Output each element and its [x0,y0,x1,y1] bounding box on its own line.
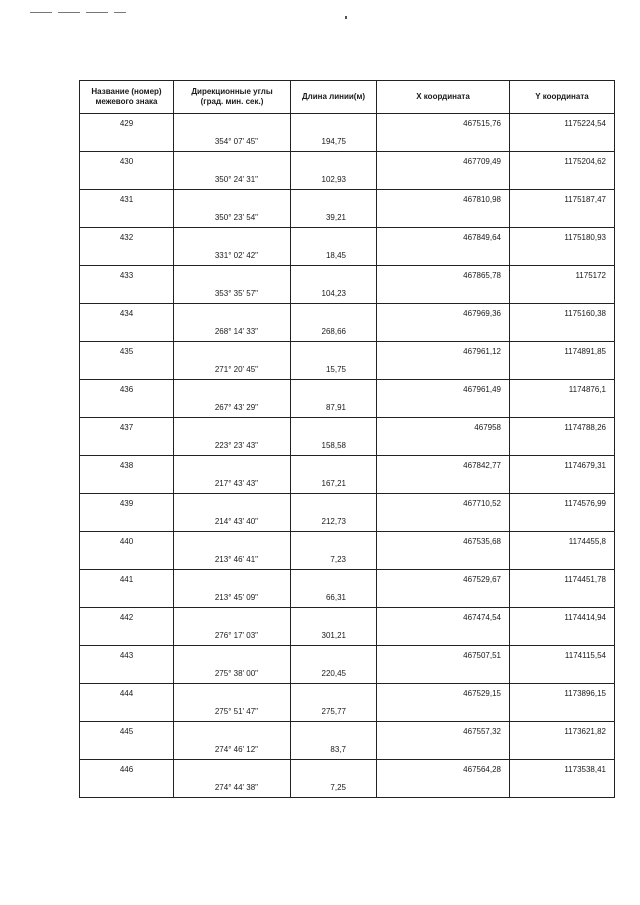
point-name-cell [80,133,174,152]
point-name-cell: 438 [80,456,174,475]
angle-cell [174,456,291,475]
y-coordinate-cell [510,627,615,646]
length-cell [291,608,377,627]
length-cell [291,342,377,361]
point-name-cell: 440 [80,532,174,551]
angle-cell: 217° 43' 43" [174,475,291,494]
y-coordinate-cell [510,247,615,266]
y-coordinate-cell [510,133,615,152]
x-coordinate-cell: 467961,12 [377,342,510,361]
angle-cell [174,190,291,209]
x-coordinate-cell [377,323,510,342]
point-name-cell: 429 [80,114,174,133]
y-coordinate-cell [510,589,615,608]
angle-cell [174,760,291,779]
header-direction-angle: Дирекционные углы (град. мин. сек.) [174,81,291,114]
x-coordinate-cell [377,361,510,380]
y-coordinate-cell: 1174679,31 [510,456,615,475]
x-coordinate-cell: 467958 [377,418,510,437]
y-coordinate-cell: 1174115,54 [510,646,615,665]
angle-cell: 214° 43' 40" [174,513,291,532]
boundary-segment-row [80,133,615,152]
x-coordinate-cell [377,741,510,760]
boundary-point-row [80,570,615,589]
length-cell: 268,66 [291,323,377,342]
boundary-segment-row [80,589,615,608]
length-cell: 66,31 [291,589,377,608]
x-coordinate-cell: 467842,77 [377,456,510,475]
boundary-segment-row [80,437,615,456]
header-row [80,81,615,114]
boundary-point-row [80,152,615,171]
y-coordinate-cell [510,475,615,494]
boundary-segment-row [80,627,615,646]
point-name-cell: 444 [80,684,174,703]
angle-cell [174,722,291,741]
x-coordinate-cell [377,551,510,570]
length-cell [291,190,377,209]
header-point-name: Название (номер) межевого знака [80,81,174,114]
length-cell [291,456,377,475]
length-cell [291,722,377,741]
angle-cell [174,418,291,437]
boundary-segment-row [80,209,615,228]
x-coordinate-cell [377,627,510,646]
boundary-segment-row [80,665,615,684]
x-coordinate-cell [377,589,510,608]
boundary-point-row [80,228,615,247]
x-coordinate-cell: 467529,67 [377,570,510,589]
y-coordinate-cell: 1174576,99 [510,494,615,513]
angle-cell [174,380,291,399]
length-cell: 15,75 [291,361,377,380]
point-name-cell: 445 [80,722,174,741]
length-cell [291,760,377,779]
y-coordinate-cell: 1175204,62 [510,152,615,171]
length-cell [291,228,377,247]
point-name-cell: 432 [80,228,174,247]
length-cell: 194,75 [291,133,377,152]
y-coordinate-cell: 1175160,38 [510,304,615,323]
length-cell [291,684,377,703]
angle-cell [174,152,291,171]
x-coordinate-cell: 467849,64 [377,228,510,247]
length-cell [291,152,377,171]
length-cell: 212,73 [291,513,377,532]
angle-cell: 276° 17' 03" [174,627,291,646]
x-coordinate-cell [377,133,510,152]
angle-cell: 274° 44' 38" [174,779,291,798]
scan-artifact-line [30,12,126,13]
y-coordinate-cell: 1174891,85 [510,342,615,361]
header-x-coordinate: X координата [377,81,510,114]
length-cell: 104,23 [291,285,377,304]
angle-cell [174,342,291,361]
x-coordinate-cell: 467710,52 [377,494,510,513]
angle-cell: 213° 45' 09" [174,589,291,608]
boundary-point-row [80,532,615,551]
point-name-cell [80,399,174,418]
y-coordinate-cell: 1175180,93 [510,228,615,247]
point-name-cell [80,361,174,380]
boundary-segment-row [80,361,615,380]
y-coordinate-cell [510,551,615,570]
length-cell [291,532,377,551]
boundary-point-row [80,418,615,437]
y-coordinate-cell [510,209,615,228]
y-coordinate-cell [510,513,615,532]
point-name-cell [80,437,174,456]
angle-cell [174,646,291,665]
point-name-cell [80,209,174,228]
length-cell: 39,21 [291,209,377,228]
x-coordinate-cell: 467535,68 [377,532,510,551]
x-coordinate-cell: 467529,15 [377,684,510,703]
length-cell [291,494,377,513]
boundary-segment-row [80,247,615,266]
length-cell: 167,21 [291,475,377,494]
length-cell: 102,93 [291,171,377,190]
boundary-segment-row [80,475,615,494]
length-cell: 18,45 [291,247,377,266]
boundary-point-row [80,608,615,627]
x-coordinate-cell: 467474,54 [377,608,510,627]
boundary-point-row [80,190,615,209]
y-coordinate-cell [510,171,615,190]
angle-cell [174,266,291,285]
point-name-cell [80,551,174,570]
boundary-segment-row [80,741,615,760]
point-name-cell: 442 [80,608,174,627]
point-name-cell [80,171,174,190]
boundary-point-row [80,760,615,779]
point-name-cell: 434 [80,304,174,323]
boundary-segment-row [80,703,615,722]
boundary-segment-row [80,399,615,418]
y-coordinate-cell: 1174455,8 [510,532,615,551]
point-name-cell: 437 [80,418,174,437]
boundary-coordinates-table [79,80,615,798]
angle-cell [174,228,291,247]
y-coordinate-cell [510,437,615,456]
x-coordinate-cell: 467865,78 [377,266,510,285]
y-coordinate-cell [510,741,615,760]
boundary-point-row [80,722,615,741]
point-name-cell [80,665,174,684]
angle-cell: 274° 46' 12" [174,741,291,760]
x-coordinate-cell: 467969,36 [377,304,510,323]
x-coordinate-cell: 467507,51 [377,646,510,665]
scan-artifact-speck [345,16,347,19]
y-coordinate-cell [510,703,615,722]
y-coordinate-cell: 1173896,15 [510,684,615,703]
y-coordinate-cell: 1173538,41 [510,760,615,779]
point-name-cell [80,323,174,342]
length-cell [291,646,377,665]
boundary-point-row [80,304,615,323]
y-coordinate-cell: 1175224,54 [510,114,615,133]
point-name-cell [80,247,174,266]
angle-cell: 213° 46' 41" [174,551,291,570]
boundary-point-row [80,380,615,399]
angle-cell: 275° 38' 00" [174,665,291,684]
point-name-cell [80,703,174,722]
point-name-cell [80,779,174,798]
angle-cell: 275° 51' 47" [174,703,291,722]
length-cell [291,380,377,399]
x-coordinate-cell [377,285,510,304]
length-cell [291,304,377,323]
angle-cell [174,532,291,551]
x-coordinate-cell: 467961,49 [377,380,510,399]
angle-cell [174,494,291,513]
point-name-cell [80,589,174,608]
length-cell: 220,45 [291,665,377,684]
boundary-point-row [80,342,615,361]
x-coordinate-cell [377,475,510,494]
angle-cell [174,114,291,133]
y-coordinate-cell [510,665,615,684]
point-name-cell: 430 [80,152,174,171]
y-coordinate-cell: 1174451,78 [510,570,615,589]
boundary-segment-row [80,513,615,532]
point-name-cell [80,627,174,646]
point-name-cell [80,513,174,532]
point-name-cell [80,285,174,304]
x-coordinate-cell [377,171,510,190]
boundary-point-row [80,456,615,475]
angle-cell: 353° 35' 57" [174,285,291,304]
table-header [80,81,615,114]
angle-cell: 350° 23' 54" [174,209,291,228]
angle-cell: 350° 24' 31" [174,171,291,190]
point-name-cell: 435 [80,342,174,361]
x-coordinate-cell: 467564,28 [377,760,510,779]
y-coordinate-cell [510,399,615,418]
length-cell: 7,25 [291,779,377,798]
angle-cell [174,608,291,627]
point-name-cell: 441 [80,570,174,589]
x-coordinate-cell: 467810,98 [377,190,510,209]
x-coordinate-cell: 467709,49 [377,152,510,171]
length-cell: 158,58 [291,437,377,456]
x-coordinate-cell [377,703,510,722]
y-coordinate-cell: 1174788,26 [510,418,615,437]
table-body [80,114,615,798]
boundary-point-row [80,114,615,133]
angle-cell [174,304,291,323]
angle-cell [174,570,291,589]
point-name-cell [80,741,174,760]
header-y-coordinate: Y координата [510,81,615,114]
length-cell: 275,77 [291,703,377,722]
point-name-cell: 446 [80,760,174,779]
x-coordinate-cell [377,437,510,456]
y-coordinate-cell [510,779,615,798]
y-coordinate-cell: 1173621,82 [510,722,615,741]
point-name-cell: 443 [80,646,174,665]
x-coordinate-cell [377,665,510,684]
point-name-cell: 431 [80,190,174,209]
x-coordinate-cell [377,513,510,532]
length-cell [291,570,377,589]
angle-cell: 267° 43' 29" [174,399,291,418]
angle-cell: 271° 20' 45" [174,361,291,380]
angle-cell: 268° 14' 33" [174,323,291,342]
y-coordinate-cell: 1174414,94 [510,608,615,627]
boundary-segment-row [80,171,615,190]
boundary-segment-row [80,551,615,570]
boundary-segment-row [80,779,615,798]
y-coordinate-cell: 1175187,47 [510,190,615,209]
header-line-length: Длина линии(м) [291,81,377,114]
y-coordinate-cell: 1174876,1 [510,380,615,399]
y-coordinate-cell [510,323,615,342]
x-coordinate-cell [377,779,510,798]
angle-cell [174,684,291,703]
length-cell: 7,23 [291,551,377,570]
point-name-cell: 433 [80,266,174,285]
x-coordinate-cell: 467557,32 [377,722,510,741]
length-cell: 87,91 [291,399,377,418]
x-coordinate-cell [377,209,510,228]
boundary-point-row [80,266,615,285]
angle-cell: 331° 02' 42" [174,247,291,266]
x-coordinate-cell: 467515,76 [377,114,510,133]
length-cell: 301,21 [291,627,377,646]
x-coordinate-cell [377,247,510,266]
y-coordinate-cell [510,285,615,304]
boundary-segment-row [80,285,615,304]
length-cell [291,266,377,285]
point-name-cell: 439 [80,494,174,513]
point-name-cell: 436 [80,380,174,399]
y-coordinate-cell: 1175172 [510,266,615,285]
y-coordinate-cell [510,361,615,380]
angle-cell: 223° 23' 43" [174,437,291,456]
angle-cell: 354° 07' 45" [174,133,291,152]
boundary-point-row [80,684,615,703]
boundary-point-row [80,646,615,665]
length-cell [291,418,377,437]
boundary-point-row [80,494,615,513]
length-cell: 83,7 [291,741,377,760]
length-cell [291,114,377,133]
point-name-cell [80,475,174,494]
x-coordinate-cell [377,399,510,418]
boundary-segment-row [80,323,615,342]
